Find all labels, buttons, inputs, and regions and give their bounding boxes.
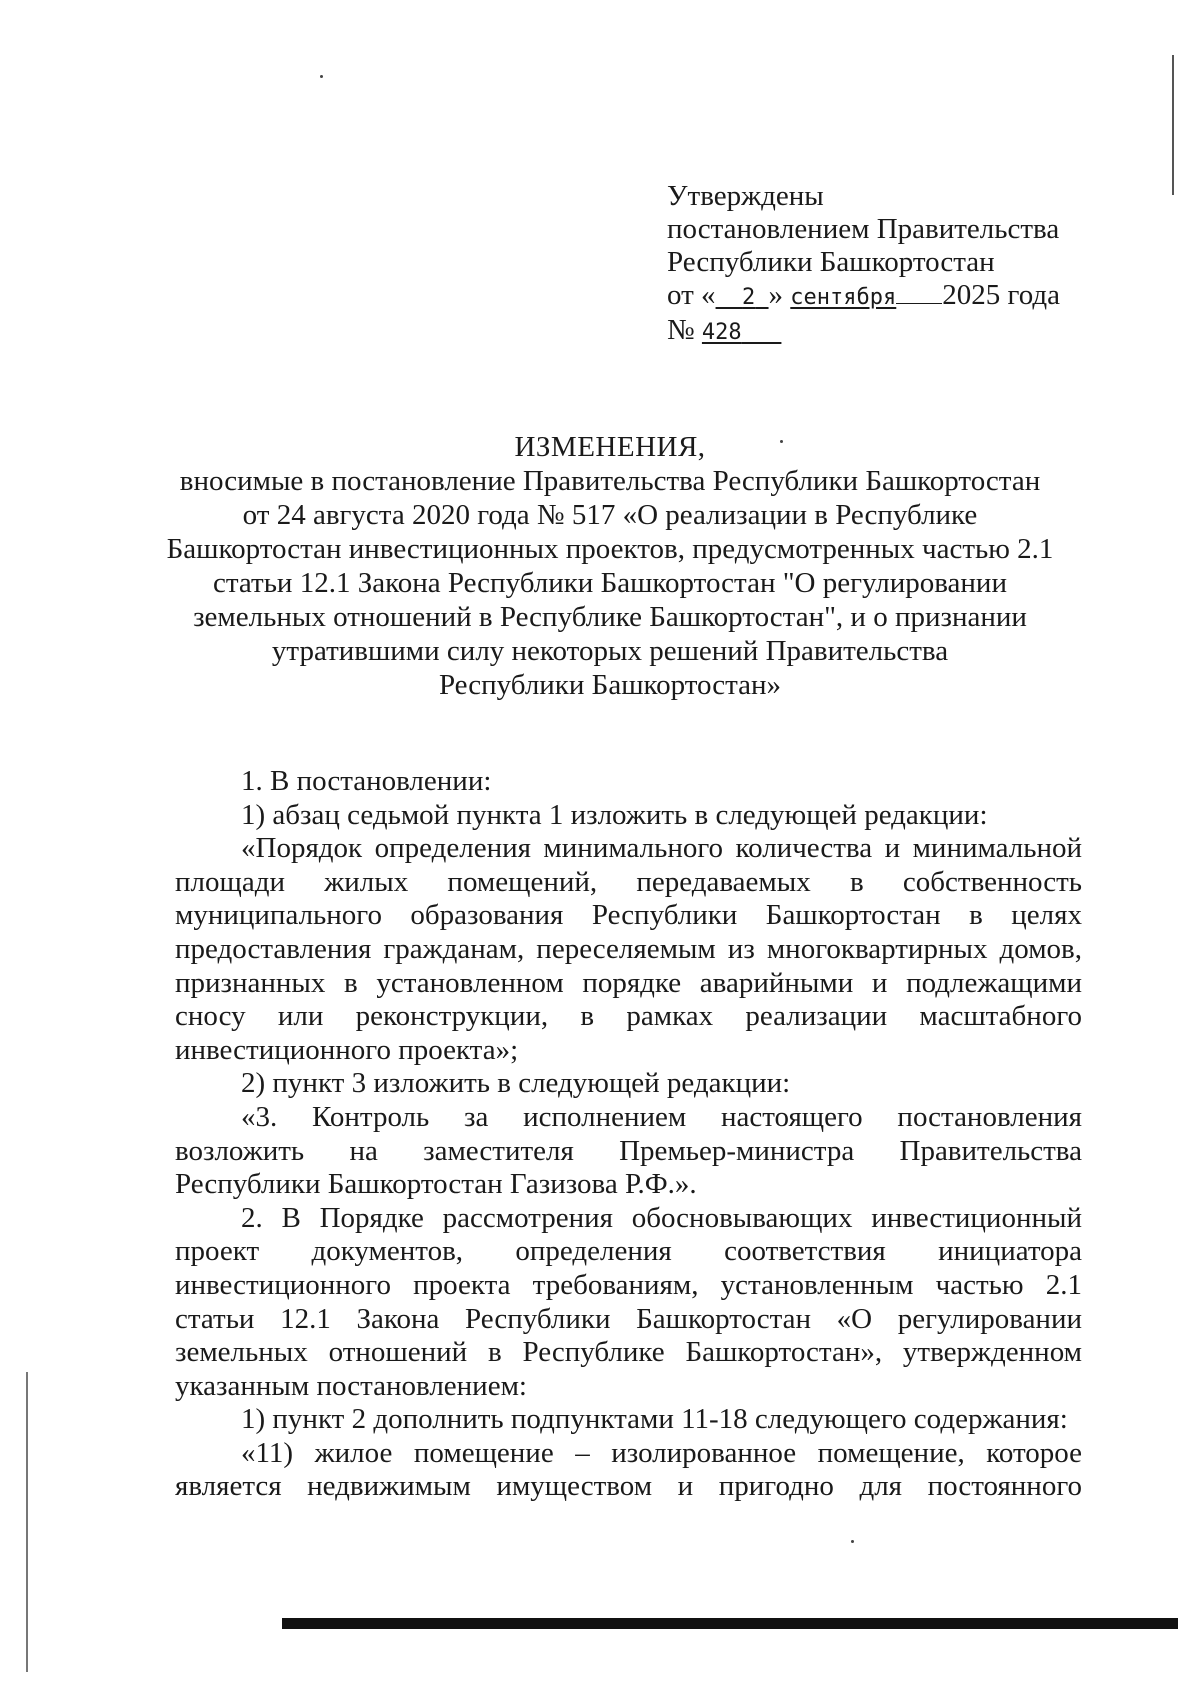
date-year: 2025 года — [942, 279, 1060, 311]
scan-edge-line — [1172, 55, 1174, 195]
body-line: инвестиционного проекта»; — [175, 1033, 519, 1066]
body-line: признанных в установленном порядке аварийными и подлежащими — [175, 966, 1082, 999]
heading-line: земельных отношений в Республике Башкортостан", и о признании — [193, 601, 1027, 633]
date-underline — [896, 281, 942, 304]
body-line: 1) абзац седьмой пункта 1 изложить в следующей редакции: — [241, 798, 988, 831]
body-line: инвестиционного проекта требованиям, установленным частью 2.1 — [175, 1268, 1082, 1301]
approval-number — [667, 314, 1087, 349]
scan-bottom-bar — [282, 1618, 1178, 1629]
document-body — [175, 765, 1082, 1504]
body-line: площади жилых помещений, передаваемых в собственность — [175, 865, 1082, 898]
scan-speck — [851, 1540, 854, 1543]
heading-line: утратившими силу некоторых решений Правительства — [271, 635, 949, 667]
body-line: 1) пункт 2 дополнить подпунктами 11-18 следующего содержания: — [241, 1403, 1068, 1436]
body-line: муниципального образования Республики Башкортостан в целях — [175, 899, 1082, 932]
body-line: проект документов, определения соответствия инициатора — [175, 1235, 1082, 1268]
heading-line: Республики Башкортостан» — [438, 669, 782, 701]
body-line: земельных отношений в Республике Башкортостан», утвержденном — [175, 1336, 1082, 1369]
approval-line: Республики Башкортостан — [667, 246, 995, 278]
approval-line: постановлением Правительства — [667, 213, 1060, 245]
scan-edge-line — [26, 1372, 28, 1672]
body-line: предоставления гражданам, переселяемым из многоквартирных домов, — [175, 932, 1082, 965]
heading-title: ИЗМЕНЕНИЯ, — [514, 431, 706, 463]
body-line: 1. В постановлении: — [241, 765, 492, 797]
scan-speck — [320, 75, 323, 78]
approval-line: Утверждены — [667, 180, 824, 212]
heading-line: Башкортостан инвестиционных проектов, предусмотренных частью 2.1 — [166, 533, 1054, 565]
body-line: «Порядок определения минимального количества и минимальной — [241, 832, 1082, 865]
body-line: статьи 12.1 Закона Республики Башкортостан «О регулировании — [175, 1302, 1082, 1335]
body-line: 2. В Порядке рассмотрения обосновывающих инвестиционный — [241, 1201, 1082, 1234]
body-line: Республики Башкортостан Газизова Р.Ф.». — [175, 1168, 697, 1201]
document-heading — [150, 430, 1070, 702]
heading-line: статьи 12.1 Закона Республики Башкортостан "О регулировании — [213, 567, 1007, 599]
body-line: 2) пункт 3 изложить в следующей редакции: — [241, 1067, 791, 1100]
heading-line: вносимые в постановление Правительства Республики Башкортостан — [179, 465, 1041, 497]
body-line: «3. Контроль за исполнением настоящего постановления — [241, 1100, 1082, 1133]
body-line: возложить на заместителя Премьер-министра Правительства — [175, 1134, 1082, 1167]
body-line: сносу или реконструкции, в рамках реализации масштабного — [175, 1000, 1082, 1033]
date-day: 2 — [742, 285, 756, 310]
body-line: указанным постановлением: — [175, 1369, 527, 1402]
number-value: 428 — [701, 320, 742, 345]
date-month: сентября — [790, 285, 897, 310]
number-prefix: № — [667, 314, 695, 346]
heading-line: от 24 августа 2020 года № 517 «О реализации в Республике — [242, 499, 978, 531]
body-line: «11) жилое помещение – изолированное помещение, которое — [241, 1436, 1082, 1469]
date-mid: » — [768, 279, 784, 311]
approval-block — [667, 180, 1087, 349]
date-prefix: от « — [667, 279, 716, 311]
body-line: является недвижимым имуществом и пригодно для постоянного — [175, 1470, 1082, 1503]
approval-date — [667, 279, 1087, 314]
